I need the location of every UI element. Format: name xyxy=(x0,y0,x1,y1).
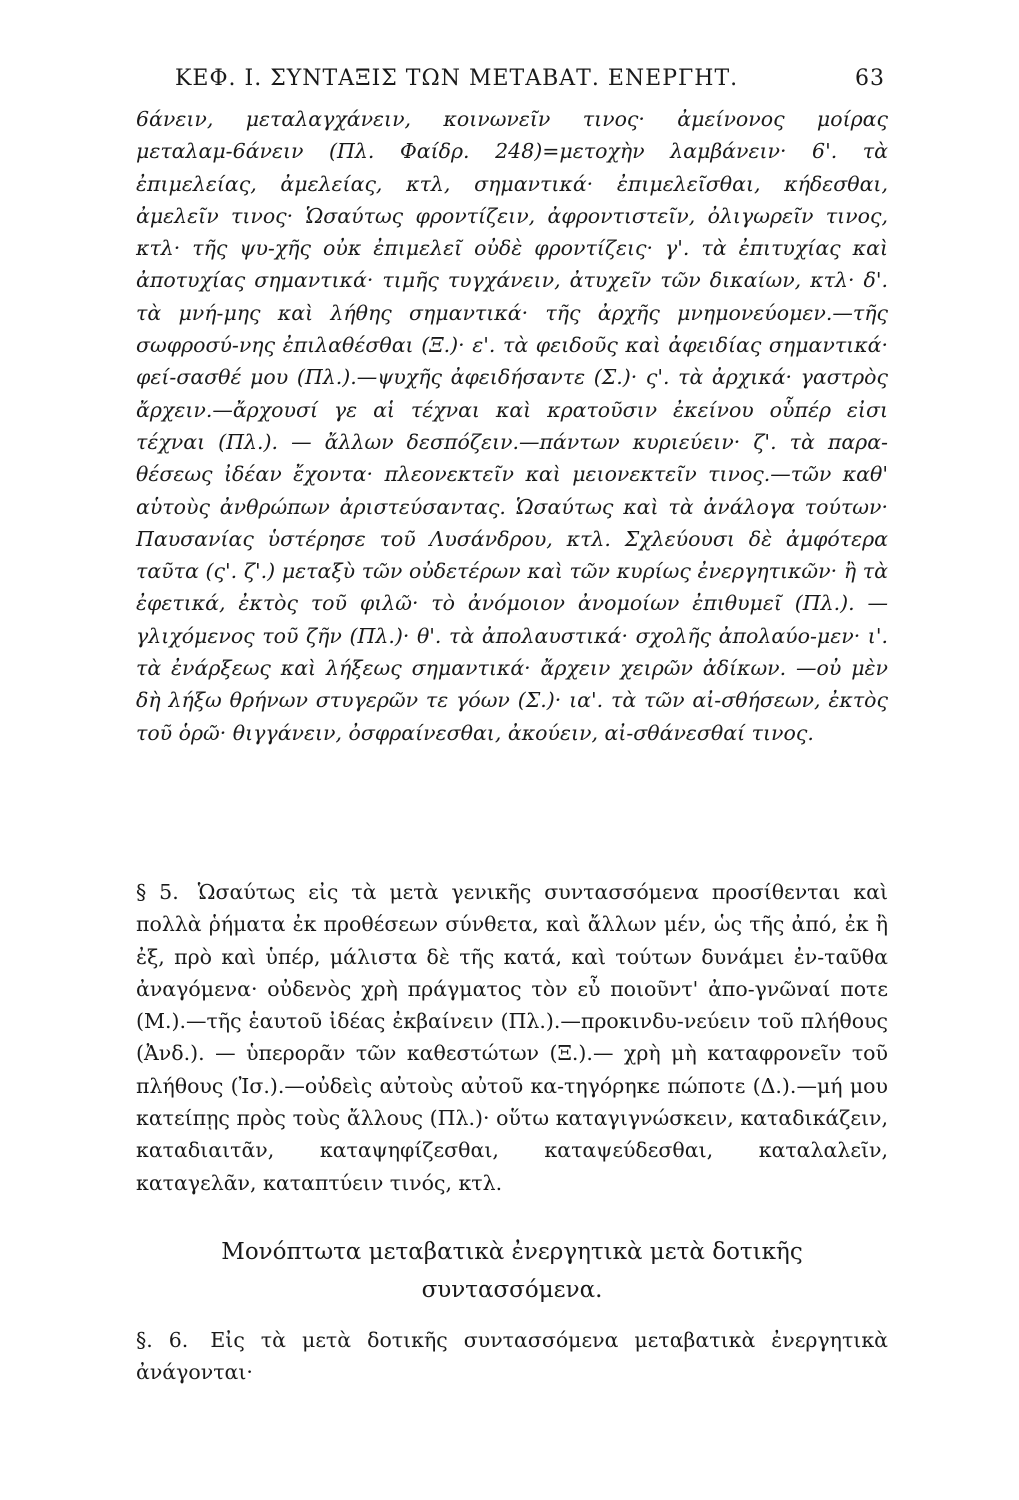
section-6-mark: §. 6. xyxy=(136,1328,189,1352)
section-6 xyxy=(136,1324,888,1389)
running-title: ΚΕΦ. Ι. ΣΥΝΤΑΞΙΣ ΤΩΝ ΜΕΤΑΒΑΤ. ΕΝΕΡΓΗΤ. xyxy=(175,66,739,91)
section-5 xyxy=(136,876,888,1199)
section-heading xyxy=(136,1233,888,1309)
heading-line-2: συντασσόμενα. xyxy=(421,1277,603,1303)
section-5-mark: § 5. xyxy=(136,880,179,904)
section-5-paragraph xyxy=(136,876,888,1199)
section-5-text: Ὡσαύτως εἰς τὰ μετὰ γενικῆς συντασσόμενα προσίθενται καὶ πολλὰ ῥήματα ἐκ προθέσεων σύνθετα, καὶ ἄλλων μέν, ὡς τῆς ἀπό, ἐκ ἢ ἐξ, πρὸ καὶ ὑπέρ, μάλιστα δὲ τῆς κατά, καὶ τούτων δυνάμει ἐν-ταῦθα ἀναγόμενα· οὐδενὸς χρὴ πράγματος τὸν εὖ ποιοῦντ' ἀπο-γνῶναί ποτε (Μ.).—τῆς ἑαυτοῦ ἰδέας ἐκβαίνειν (Πλ.).—προκινδυ-νεύειν τοῦ πλήθους (Ἀνδ.). — ὑπερορᾶν τῶν καθεστώτων (Ξ.).— χρὴ μὴ καταφρονεῖν τοῦ πλήθους (Ἰσ.).—οὐδεὶς αὐτοὺς αὐτοῦ κα-τηγόρηκε πώποτε (Δ.).—μή μου κατείπῃς πρὸς τοὺς ἄλλους (Πλ.)· οὕτω καταγιγνώσκειν, καταδικάζειν, καταδιαιτᾶν, καταψηφίζεσθαι, καταψεύδεσθαι, καταλαλεῖν, καταγελᾶν, καταπτύειν τινός, κτλ. xyxy=(136,880,888,1195)
section-6-text: Εἰς τὰ μετὰ δοτικῆς συντασσόμενα μεταβατικὰ ἐνεργητικὰ ἀνάγονται· xyxy=(136,1328,888,1385)
section-6-paragraph xyxy=(136,1324,888,1389)
page-number: 63 xyxy=(855,66,885,91)
heading-line-1: Μονόπτωτα μεταβατικὰ ἐνεργητικὰ μετὰ δοτικῆς xyxy=(221,1239,803,1265)
paragraph-text: 6άνειν, μεταλαγχάνειν, κοινωνεῖν τινος· ἀμείνονος μοίρας μεταλαμ-6άνειν (Πλ. Φαίδρ. 248)=μετοχὴν λαμβάνειν· 6'. τὰ ἐπιμελείας, ἀμελείας, κτλ, σημαντικά· ἐπιμελεῖσθαι, κήδεσθαι, ἀμελεῖν τινος· Ὡσαύτως φροντίζειν, ἀφροντιστεῖν, ὀλιγωρεῖν τινος, κτλ· τῆς ψυ-χῆς οὐκ ἐπιμελεῖ οὐδὲ φροντίζεις· γ'. τὰ ἐπιτυχίας καὶ ἀποτυχίας σημαντικά· τιμῆς τυγχάνειν, ἀτυχεῖν τῶν δικαίων, κτλ· δ'. τὰ μνή-μης καὶ λήθης σημαντικά· τῆς ἀρχῆς μνημονεύομεν.—τῆς σωφροσύ-νης ἐπιλαθέσθαι (Ξ.)· ε'. τὰ φειδοῦς καὶ ἀφειδίας σημαντικά· φεί-σασθέ μου (Πλ.).—ψυχῆς ἀφειδήσαντε (Σ.)· ς'. τὰ ἀρχικά· γαστρὸς ἄρχειν.—ἄρχουσί γε αἱ τέχναι καὶ κρατοῦσιν ἐκείνου οὗπέρ εἰσι τέχναι (Πλ.). — ἄλλων δεσπόζειν.—πάντων κυριεύειν· ζ'. τὰ παρα-θέσεως ἰδέαν ἔχοντα· πλεονεκτεῖν καὶ μειονεκτεῖν τινος.—τῶν καθ' αὑτοὺς ἀνθρώπων ἀριστεύσαντας. Ὡσαύτως καὶ τὰ ἀνάλογα τούτων· Παυσανίας ὑστέρησε τοῦ Λυσάνδρου, κτλ. Σχλεύουσι δὲ ἀμφότερα ταῦτα (ς'. ζ'.) μεταξὺ τῶν οὐδετέρων καὶ τῶν κυρίως ἐνεργητικῶν· ἢ τὰ ἐφετικά, ἐκτὸς τοῦ φιλῶ· τὸ ἀνόμοιον ἀνομοίων ἐπιθυμεῖ (Πλ.). —γλιχόμενος τοῦ ζῆν (Πλ.)· θ'. τὰ ἀπολαυστικά· σχολῆς ἀπολαύο-μεν· ι'. τὰ ἐνάρξεως καὶ λήξεως σημαντικά· ἄρχειν χειρῶν ἀδίκων. —οὐ μὲν δὴ λήξω θρήνων στυγερῶν τε γόων (Σ.)· ια'. τὰ τῶν αἰ-σθήσεων, ἐκτὸς τοῦ ὁρῶ· θιγγάνειν, ὀσφραίνεσθαι, ἀκούειν, αἰ-σθάνεσθαί τινος. xyxy=(136,107,888,745)
continuation-paragraph xyxy=(136,103,888,749)
